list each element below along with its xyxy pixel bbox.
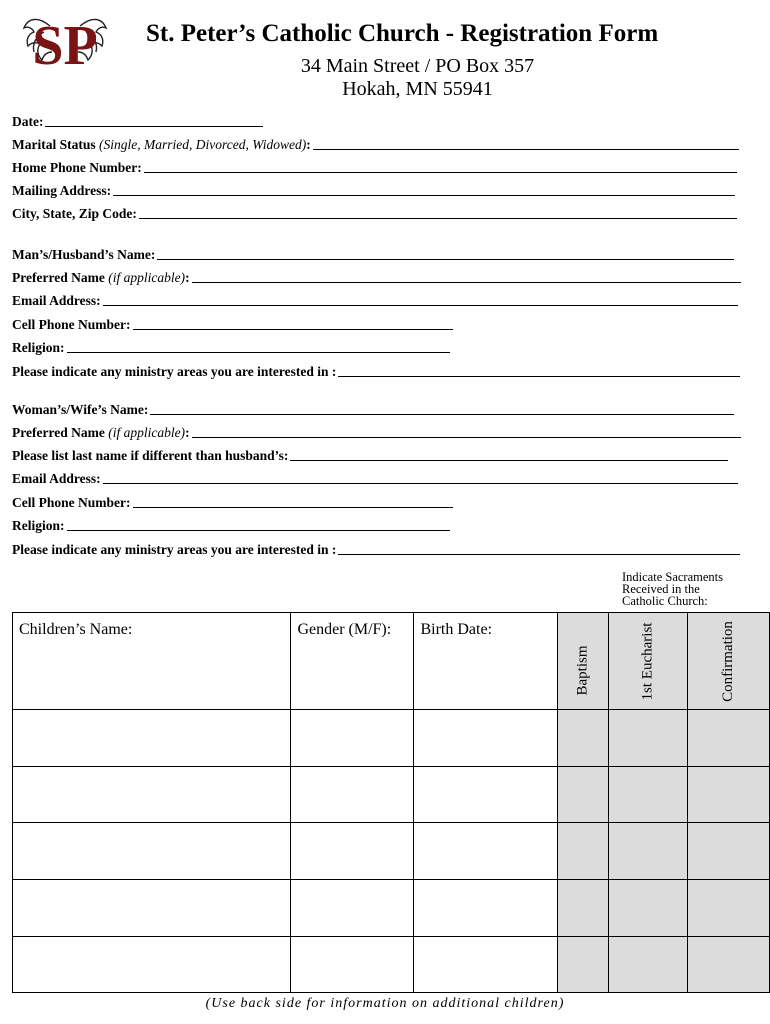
baptism-cell[interactable] [558,710,609,767]
child-name-cell[interactable] [13,710,291,767]
wife-ministry-field[interactable] [12,538,740,558]
husband-preferred-label: Preferred Name (if applicable): [12,270,190,285]
wife-ministry-line[interactable] [338,553,740,555]
marital-status-field[interactable] [12,133,739,153]
wife-email-label: Email Address: [12,471,101,486]
husband-ministry-label: Please indicate any ministry areas you are interested in : [12,364,337,379]
husband-name-field[interactable] [12,243,734,263]
child-birth-cell[interactable] [414,937,558,993]
child-name-cell[interactable] [13,767,291,823]
sacraments-heading: Indicate Sacraments Received in the Catholic Church: [622,570,723,608]
husband-ministry-line[interactable] [338,375,740,377]
children-table-header [13,613,770,710]
table-row [13,937,770,993]
eucharist-cell[interactable] [609,880,688,937]
wife-religion-label: Religion: [12,518,65,533]
eucharist-cell[interactable] [609,823,688,880]
husband-email-field[interactable] [12,289,738,309]
wife-last-name-field[interactable] [12,444,728,464]
child-birth-cell[interactable] [414,880,558,937]
table-row [13,767,770,823]
husband-preferred-line[interactable] [192,281,741,283]
wife-religion-field[interactable] [12,514,450,534]
husband-cell-label: Cell Phone Number: [12,317,131,332]
address-line-2: Hokah, MN 55941 [342,78,493,100]
col-baptism: Baptism [574,645,591,696]
wife-last-name-label: Please list last name if different than husband’s: [12,448,289,463]
wife-ministry-label: Please indicate any ministry areas you are interested in : [12,542,337,557]
confirmation-cell[interactable] [688,937,770,993]
child-gender-cell[interactable] [291,937,414,993]
husband-email-label: Email Address: [12,293,101,308]
husband-email-line[interactable] [103,304,738,306]
col-gender: Gender (M/F): [297,621,392,638]
eucharist-cell[interactable] [609,767,688,823]
wife-cell-line[interactable] [133,506,454,508]
mailing-address-line[interactable] [113,194,735,196]
child-name-cell[interactable] [13,880,291,937]
wife-name-line[interactable] [150,413,734,415]
wife-email-field[interactable] [12,467,738,487]
child-birth-cell[interactable] [414,823,558,880]
col-first-eucharist: 1st Eucharist [639,622,656,700]
table-row [13,710,770,767]
wife-name-field[interactable] [12,398,734,418]
baptism-cell[interactable] [558,880,609,937]
date-line[interactable] [45,125,263,127]
wife-email-line[interactable] [103,482,738,484]
child-gender-cell[interactable] [291,710,414,767]
marital-status-line[interactable] [313,148,739,150]
baptism-cell[interactable] [558,823,609,880]
husband-name-label: Man’s/Husband’s Name: [12,247,156,262]
wife-preferred-line[interactable] [192,436,741,438]
child-name-cell[interactable] [13,823,291,880]
footer-note: (Use back side for information on additional children) [205,996,565,1011]
child-name-cell[interactable] [13,937,291,993]
confirmation-cell[interactable] [688,823,770,880]
wife-name-label: Woman’s/Wife’s Name: [12,402,149,417]
table-row [13,880,770,937]
confirmation-cell[interactable] [688,710,770,767]
child-gender-cell[interactable] [291,880,414,937]
husband-religion-line[interactable] [67,351,451,353]
eucharist-cell[interactable] [609,710,688,767]
city-state-zip-field[interactable] [12,202,737,222]
marital-status-label: Marital Status (Single, Married, Divorced, Widowed): [12,137,311,152]
col-childrens-name: Children’s Name: [19,621,133,638]
wife-religion-line[interactable] [67,529,451,531]
confirmation-cell[interactable] [688,767,770,823]
city-state-zip-line[interactable] [139,217,737,219]
wife-last-name-line[interactable] [290,459,728,461]
form-title: St. Peter’s Catholic Church - Registration Form [146,20,659,47]
mailing-address-field[interactable] [12,179,735,199]
mailing-address-label: Mailing Address: [12,183,112,198]
husband-ministry-field[interactable] [12,360,740,380]
husband-religion-label: Religion: [12,340,65,355]
logo-letter-s: SP [32,15,98,77]
husband-name-line[interactable] [157,258,734,260]
eucharist-cell[interactable] [609,937,688,993]
wife-cell-label: Cell Phone Number: [12,495,131,510]
col-birth-date: Birth Date: [420,621,493,638]
child-gender-cell[interactable] [291,823,414,880]
home-phone-field[interactable] [12,156,737,176]
home-phone-label: Home Phone Number: [12,160,142,175]
address-line-1: 34 Main Street / PO Box 357 [300,55,535,77]
church-logo [20,6,110,100]
husband-preferred-field[interactable] [12,266,741,286]
confirmation-cell[interactable] [688,880,770,937]
children-table [12,612,770,993]
wife-preferred-label: Preferred Name (if applicable): [12,425,190,440]
col-confirmation: Confirmation [720,620,737,702]
city-state-zip-label: City, State, Zip Code: [12,206,137,221]
child-gender-cell[interactable] [291,767,414,823]
baptism-cell[interactable] [558,937,609,993]
date-field[interactable] [12,110,263,130]
wife-preferred-field[interactable] [12,421,741,441]
child-birth-cell[interactable] [414,767,558,823]
table-row [13,823,770,880]
husband-cell-field[interactable] [12,313,453,333]
husband-religion-field[interactable] [12,336,450,356]
home-phone-line[interactable] [144,171,737,173]
child-birth-cell[interactable] [414,710,558,767]
baptism-cell[interactable] [558,767,609,823]
husband-cell-line[interactable] [133,328,454,330]
date-label: Date: [12,114,44,129]
wife-cell-field[interactable] [12,491,453,511]
